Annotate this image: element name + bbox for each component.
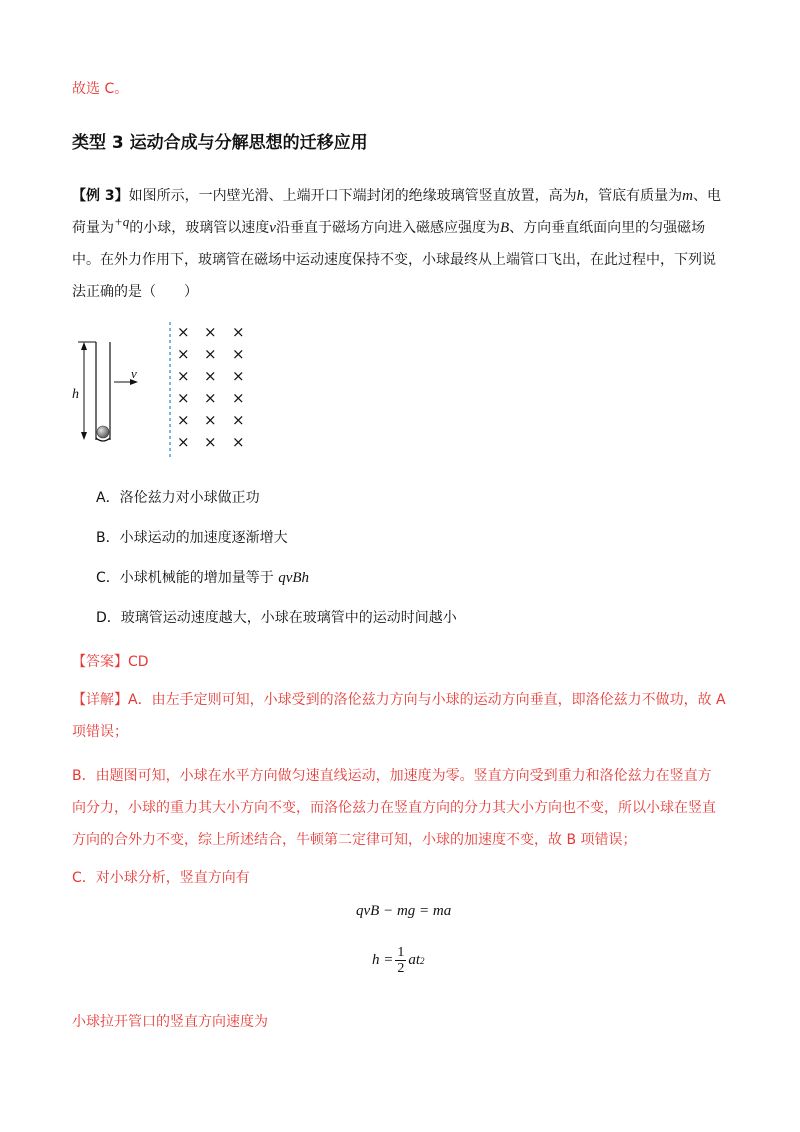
cross-icon: × [204,345,217,363]
option-d: D．玻璃管运动速度越大，小球在玻璃管中的运动时间越小 [96,610,457,626]
cross-icon: × [232,323,245,341]
answer-text: 【答案】CD [72,654,149,670]
example-label: 【例 3】 [72,188,129,204]
fraction-denominator: 2 [397,961,405,976]
cross-icon: × [204,411,217,429]
cross-icon: × [232,411,245,429]
detail-line-1: 【详解】A．由左手定则可知，小球受到的洛伦兹力方向与小球的运动方向垂直，即洛伦兹力不做功，故 A [72,692,726,708]
option-c-formula: qvBh [278,570,310,586]
var-h: h [576,188,585,204]
cross-icon: × [232,345,245,363]
cross-icon: × [204,389,217,407]
equation-2-rhs: at [408,952,421,968]
tube-magnetic-field-figure [70,320,260,470]
arrow-up-icon [81,342,87,350]
equation-2 [372,945,425,976]
section-title: 类型 3 运动合成与分解思想的迁移应用 [72,133,368,153]
detail-line-4: 向分力，小球的重力其大小方向不变，而洛伦兹力在竖直方向的分力其大小方向也不变，所以小球在竖直 [72,800,716,816]
cross-icon: × [204,367,217,385]
example-text: 、电 [692,188,721,204]
var-q: +q [114,214,130,229]
option-a: A．洛伦兹力对小球做正功 [96,490,260,506]
cross-icon: × [177,345,190,363]
magnetic-field-crosses [177,323,245,451]
var-m: m [682,188,693,204]
cross-icon: × [232,389,245,407]
example-text: 荷量为 [72,220,114,236]
equation-2-lhs: h = [372,952,394,968]
cross-icon: × [232,367,245,385]
cross-icon: × [177,411,190,429]
example-line-2 [72,214,706,238]
fraction-half [395,945,406,976]
arrow-down-icon [81,432,87,440]
cross-icon: × [177,323,190,341]
var-v: v [269,220,276,236]
option-c [96,568,309,588]
example-line-1 [72,186,721,206]
cross-icon: × [177,433,190,451]
example-text: 如图所示，一内壁光滑、上端开口下端封闭的绝缘玻璃管竖直放置，高为 [128,188,577,204]
detail-line-2: 项错误； [72,724,128,740]
cross-icon: × [177,389,190,407]
option-b: B．小球运动的加速度逐渐增大 [96,530,288,546]
last-line: 小球拉开管口的竖直方向速度为 [72,1014,268,1030]
detail-line-6: C．对小球分析，竖直方向有 [72,870,250,886]
tube-bottom [96,438,110,441]
fraction-numerator: 1 [397,945,405,960]
cross-icon: × [204,323,217,341]
cross-icon: × [177,367,190,385]
label-v: v [131,366,137,381]
example-line-3: 中。在外力作用下，玻璃管在磁场中运动速度保持不变，小球最终从上端管口飞出，在此过程中，下列说 [72,252,716,268]
var-B: B [499,220,510,236]
equation-1: qvB − mg = ma [356,903,452,919]
conclusion-text: 故选 C。 [72,81,129,97]
equation-2-exponent: 2 [420,955,425,966]
example-line-4: 法正确的是（ ） [72,284,198,300]
cross-icon: × [204,433,217,451]
example-text: 的小球，玻璃管以速度 [129,220,270,236]
example-text: ，管底有质量为 [584,188,683,204]
ball-icon [97,426,109,438]
detail-line-5: 方向的合外力不变，综上所述结合，牛顿第二定律可知，小球的加速度不变，故 B 项错误； [72,832,637,848]
cross-icon: × [232,433,245,451]
example-text: 沿垂直于磁场方向进入磁感应强度为 [275,220,500,236]
example-text: 、方向垂直纸面向里的匀强磁场 [509,220,706,236]
option-c-text: C．小球机械能的增加量等于 [96,570,279,586]
label-h: h [72,387,79,402]
detail-line-3: B．由题图可知，小球在水平方向做匀速直线运动，加速度为零。竖直方向受到重力和洛伦兹力在竖直方 [72,768,712,784]
